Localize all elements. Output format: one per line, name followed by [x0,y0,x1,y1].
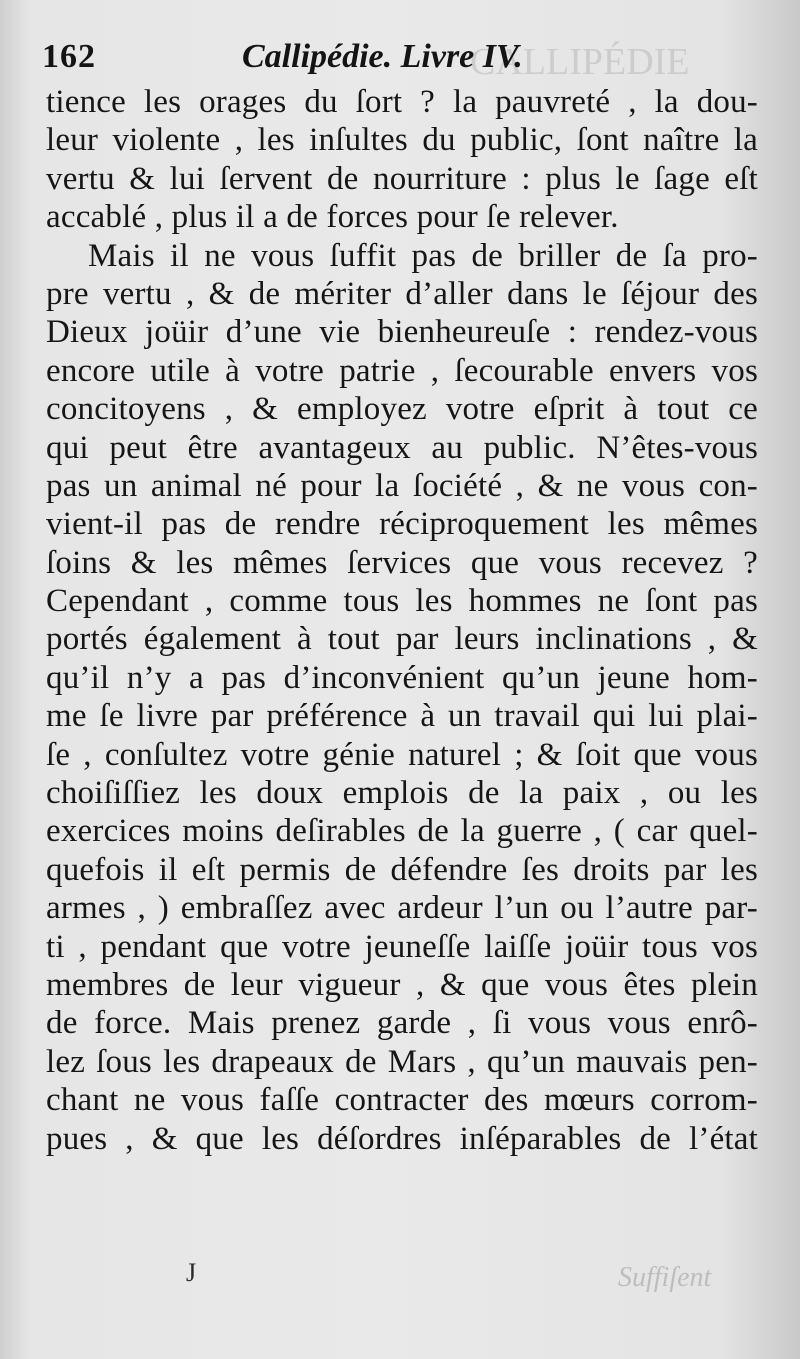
text-line: de force. Mais prenez garde , ſi vous vous enrô- [46,1005,758,1042]
text-line: quefois il eſt permis de défendre ſes droits par les [46,851,758,888]
text-line: portés également à tout par leurs inclinations , & [46,621,758,658]
text-line: ſe , conſultez votre génie naturel ; & ſoit que vous [46,736,758,773]
page-number: 162 [42,38,96,75]
text-line: armes , ) embraſſez avec ardeur l’un ou l’autre par- [46,890,758,927]
text-line: vertu & lui ſervent de nourriture : plus le ſage eſt [46,160,758,197]
text-line: qu’il n’y a pas d’inconvénient qu’un jeune hom- [46,659,758,696]
text-line: leur violente , les inſultes du public, ſont naître la [46,122,758,159]
text-line: tience les orages du ſort ? la pauvreté , la dou- [46,84,758,120]
text-line: encore utile à votre patrie , ſecourable envers vos [46,352,758,389]
body-text [46,83,758,1158]
text-line: Cependant , comme tous les hommes ne ſont pas [46,583,758,620]
signature-mark: J [186,1258,197,1287]
text-line: chant ne vous faſſe contracter des mœurs corrom- [46,1082,758,1119]
text-line: vient-il pas de rendre réciproquement les mêmes [46,506,758,543]
text-line: Dieux joüir d’une vie bienheureuſe : rendez-vous [46,314,758,351]
text-line: exercices moins deſirables de la guerre , ( car quel- [46,813,758,850]
text-line: pas un animal né pour la ſociété , & ne vous con- [46,467,758,504]
text-line: ti , pendant que votre jeuneſſe laiſſe joüir tous vos [46,928,758,965]
text-line: concitoyens , & employez votre eſprit à tout ce [46,391,758,428]
text-line: membres de leur vigueur , & que vous êtes plein [46,966,758,1003]
bleed-through-catchword: Suffiſent [618,1262,712,1293]
text-line: ſoins & les mêmes ſervices que vous recevez ? [46,544,758,581]
text-line: pues , & que les déſordres inſéparables de l’état [46,1120,758,1157]
text-line: pre vertu , & de mériter d’aller dans le ſéjour des [46,275,758,312]
paragraph-start-line: Mais il ne vous ſuffit pas de briller de ſa pro- [88,237,758,274]
text-line: lez ſous les drapeaux de Mars , qu’un mauvais pen- [46,1043,758,1080]
text-line: me ſe livre par préférence à un travail qui lui plai- [46,698,758,735]
bleed-through-heading: CALLIPÉDIE [470,41,690,83]
running-title: Callipédie. Livre IV. [242,38,523,75]
text-line: qui peut être avantageux au public. N’êtes-vous [46,429,758,466]
text-line: choiſiſſiez les doux emplois de la paix , ou les [46,775,758,812]
text-line: accablé , plus il a de forces pour ſe relever. [46,199,619,236]
page-header [42,38,762,88]
